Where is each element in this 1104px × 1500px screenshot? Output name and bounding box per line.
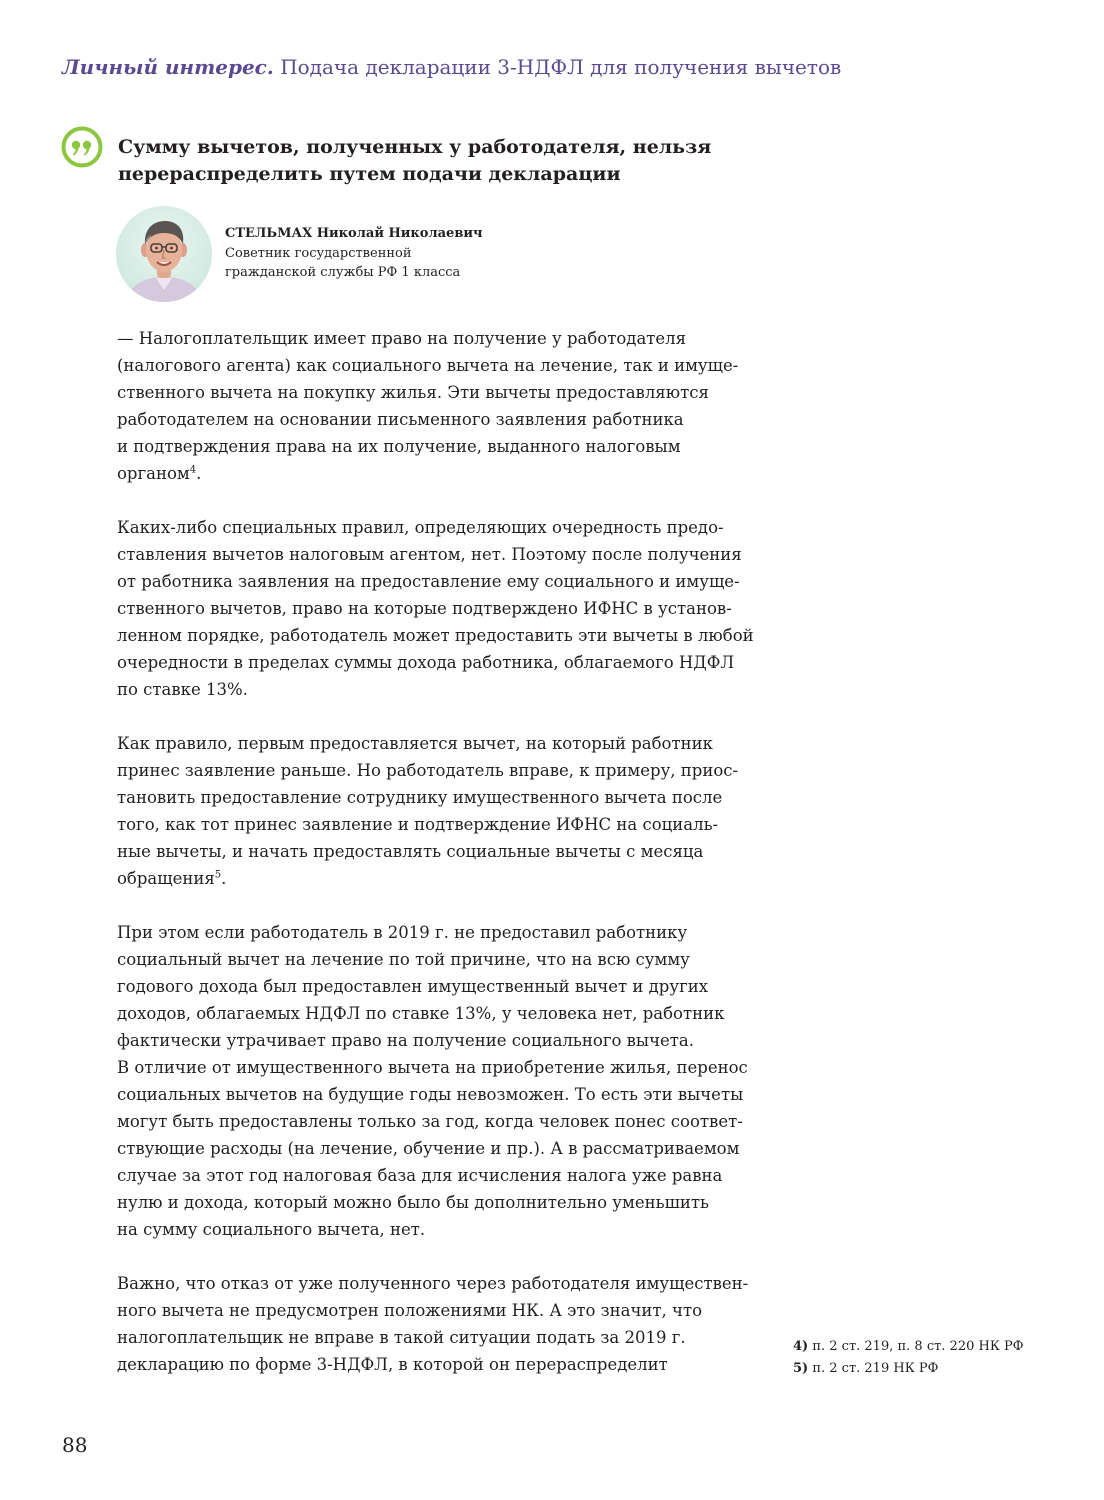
text-line: работодателем на основании письменного заявления работника bbox=[117, 410, 684, 429]
author-role-line: Советник государственной bbox=[225, 246, 412, 261]
paragraph-2 bbox=[117, 514, 757, 703]
text-line: случае за этот год налоговая база для исчисления налога уже равна bbox=[117, 1166, 723, 1185]
text-line-punct: . bbox=[196, 464, 202, 483]
paragraph-4 bbox=[117, 919, 757, 1243]
headline-line: Сумму вычетов, полученных у работодателя, нельзя bbox=[118, 136, 712, 158]
text-line bbox=[117, 865, 757, 892]
footnote-5 bbox=[793, 1358, 1073, 1380]
headline-line: перераспределить путем подачи декларации bbox=[118, 163, 621, 185]
text-line: тановить предоставление сотруднику имущественного вычета после bbox=[117, 788, 723, 807]
text-line: социальный вычет на лечение по той причине, что на всю сумму bbox=[117, 950, 690, 969]
text-line: ственного вычетов, право на которые подтверждено ИФНС в установ- bbox=[117, 599, 732, 618]
text-line: на сумму социального вычета, нет. bbox=[117, 1220, 426, 1239]
author-role-line: гражданской службы РФ 1 класса bbox=[225, 265, 461, 280]
text-line-end: обращения bbox=[117, 869, 215, 888]
text-line: Как правило, первым предоставляется вычет, на который работник bbox=[117, 734, 713, 753]
text-line: ленном порядке, работодатель может предоставить эти вычеты в любой bbox=[117, 626, 754, 645]
text-line: При этом если работодатель в 2019 г. не предоставил работнику bbox=[117, 923, 688, 942]
text-line: В отличие от имущественного вычета на приобретение жилья, перенос bbox=[117, 1058, 748, 1077]
text-line: социальных вычетов на будущие годы невозможен. То есть эти вычеты bbox=[117, 1085, 744, 1104]
footnote-marker: 5) bbox=[793, 1361, 809, 1376]
text-line: очередности в пределах суммы дохода работника, облагаемого НДФЛ bbox=[117, 653, 735, 672]
text-line-punct: . bbox=[221, 869, 227, 888]
text-line: доходов, облагаемых НДФЛ по ставке 13%, у человека нет, работник bbox=[117, 1004, 725, 1023]
text-line: ного вычета не предусмотрен положениями НК. А это значит, что bbox=[117, 1301, 703, 1320]
footnote-text: п. 2 ст. 219 НК РФ bbox=[812, 1361, 939, 1376]
headline bbox=[118, 134, 758, 188]
text-line: годового дохода был предоставлен имущественный вычет и других bbox=[117, 977, 709, 996]
paragraph-1 bbox=[117, 325, 757, 487]
text-line: (налогового агента) как социального вычета на лечение, так и имуще- bbox=[117, 356, 739, 375]
running-head bbox=[62, 54, 1042, 80]
text-line: ставления вычетов налоговым агентом, нет. Поэтому после получения bbox=[117, 545, 742, 564]
text-line: ствующие расходы (на лечение, обучение и пр.). А в рассматриваемом bbox=[117, 1139, 740, 1158]
paragraph-5 bbox=[117, 1270, 757, 1378]
footnote-text: п. 2 ст. 219, п. 8 ст. 220 НК РФ bbox=[812, 1339, 1024, 1354]
text-line: могут быть предоставлены только за год, когда человек понес соответ- bbox=[117, 1112, 743, 1131]
running-head-section: Личный интерес. bbox=[62, 55, 274, 79]
text-line: ственного вычета на покупку жилья. Эти вычеты предоставляются bbox=[117, 383, 709, 402]
text-line: и подтверждения права на их получение, выданного налоговым bbox=[117, 437, 681, 456]
running-head-title: Подача декларации 3-НДФЛ для получения вычетов bbox=[280, 55, 842, 79]
author-portrait-illustration bbox=[116, 206, 212, 302]
text-line: того, как тот принес заявление и подтверждение ИФНС на социаль- bbox=[117, 815, 719, 834]
text-line: Каких-либо специальных правил, определяющих очередность предо- bbox=[117, 518, 724, 537]
text-line: Важно, что отказ от уже полученного через работодателя имуществен- bbox=[117, 1274, 749, 1293]
footnote-ref-5: 5 bbox=[214, 869, 222, 881]
paragraph-3 bbox=[117, 730, 757, 892]
footnote-4 bbox=[793, 1336, 1073, 1358]
text-line: фактически утрачивает право на получение социального вычета. bbox=[117, 1031, 694, 1050]
text-line: нулю и дохода, который можно было бы дополнительно уменьшить bbox=[117, 1193, 710, 1212]
text-line: ные вычеты, и начать предоставлять социальные вычеты с месяца bbox=[117, 842, 704, 861]
text-line: по ставке 13%. bbox=[117, 680, 248, 699]
article-body bbox=[117, 325, 757, 1378]
author-name: СТЕЛЬМАХ Николай Николаевич bbox=[225, 226, 483, 241]
text-line: от работника заявления на предоставление ему социального и имуще- bbox=[117, 572, 740, 591]
text-line: декларацию по форме 3-НДФЛ, в которой он перераспределит bbox=[117, 1355, 668, 1374]
footnote-marker: 4) bbox=[793, 1339, 809, 1354]
text-line-end: органом bbox=[117, 464, 190, 483]
author-role bbox=[225, 244, 525, 282]
page-number: 88 bbox=[62, 1433, 88, 1457]
text-line: — Налогоплательщик имеет право на получение у работодателя bbox=[117, 329, 687, 348]
author-avatar bbox=[116, 206, 212, 302]
quote-mark-icon bbox=[61, 126, 103, 168]
footnotes bbox=[793, 1336, 1073, 1380]
text-line: налогоплательщик не вправе в такой ситуации подать за 2019 г. bbox=[117, 1328, 686, 1347]
text-line: принес заявление раньше. Но работодатель вправе, к примеру, приос- bbox=[117, 761, 739, 780]
text-line bbox=[117, 460, 757, 487]
footnote-ref-4: 4 bbox=[189, 464, 197, 476]
